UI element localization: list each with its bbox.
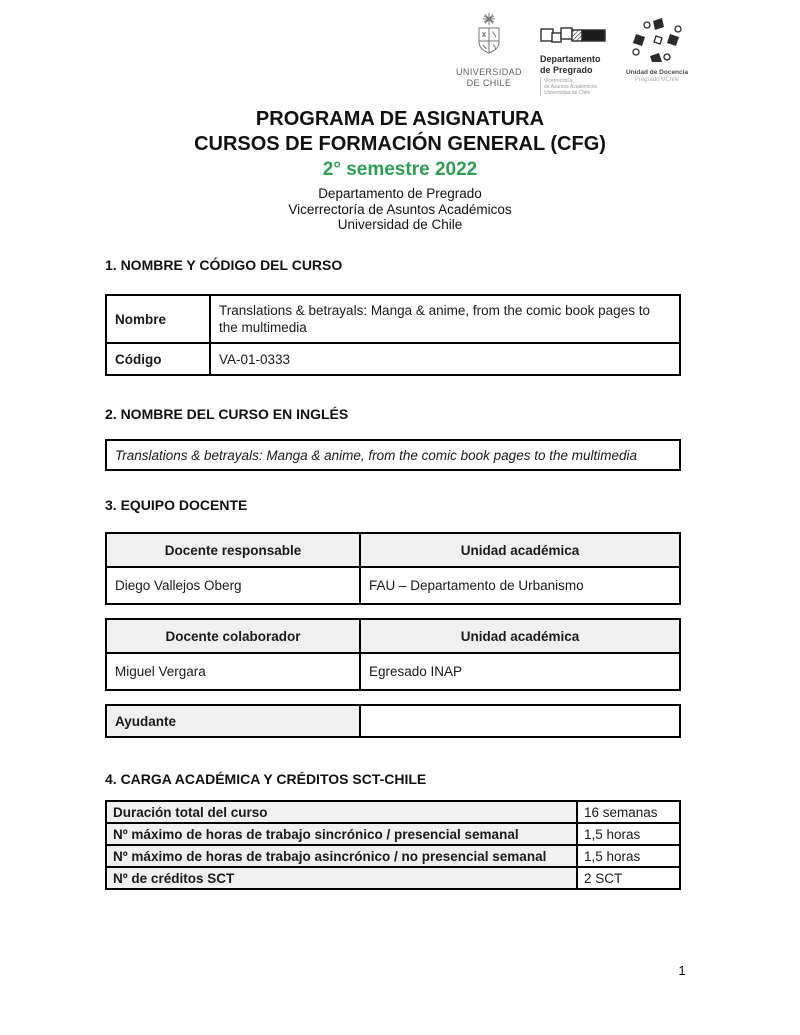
horas-sincronico-value-cell: 1,5 horas bbox=[577, 823, 680, 845]
responsable-unit-cell: FAU – Departamento de Urbanismo bbox=[360, 567, 680, 604]
duracion-label-cell: Duración total del curso bbox=[106, 801, 577, 823]
document-title-line1: PROGRAMA DE ASIGNATURA bbox=[255, 108, 545, 130]
section-3-heading: 3. EQUIPO DOCENTE bbox=[105, 497, 248, 513]
ayudante-label-cell: Ayudante bbox=[106, 705, 360, 737]
duracion-value-cell: 16 semanas bbox=[577, 801, 680, 823]
uchile-crest-icon bbox=[467, 12, 511, 67]
horas-sincronico-label-cell: Nº máximo de horas de trabajo sincrónico / presencial semanal bbox=[106, 823, 577, 845]
table-header-row bbox=[106, 619, 680, 653]
pregrado-sub-line3: Universidad de Chile bbox=[544, 90, 591, 96]
logo-universidad-de-chile bbox=[456, 12, 522, 89]
table-row bbox=[106, 801, 680, 823]
uchile-logo-text-line1: UNIVERSIDAD bbox=[456, 67, 522, 77]
codigo-label-cell: Código bbox=[106, 343, 210, 375]
header-logos bbox=[456, 12, 692, 96]
docencia-logo-line2: Pregrado UChile bbox=[634, 77, 680, 83]
english-name-cell: Translations & betrayals: Manga & anime, from the comic book pages to the multimedia bbox=[106, 440, 680, 470]
table-row bbox=[106, 867, 680, 889]
codigo-value-cell: VA-01-0333 bbox=[210, 343, 680, 375]
table-row bbox=[106, 823, 680, 845]
pregrado-squares-icon bbox=[540, 26, 606, 51]
ayudante-table bbox=[105, 704, 681, 738]
carga-academica-table bbox=[105, 800, 681, 890]
pregrado-title-line2: de Pregrado bbox=[540, 64, 593, 75]
horas-asincronico-label-cell: Nº máximo de horas de trabajo asincrónico / no presencial semanal bbox=[106, 845, 577, 867]
title-sub-line3: Universidad de Chile bbox=[337, 217, 463, 232]
responsable-header-cell: Docente responsable bbox=[106, 533, 360, 567]
unidad-header-cell: Unidad académica bbox=[360, 533, 680, 567]
title-sub-line1: Departamento de Pregrado bbox=[318, 186, 482, 201]
page-number: 1 bbox=[678, 963, 686, 978]
title-subtext bbox=[0, 186, 800, 233]
docente-colaborador-table bbox=[105, 618, 681, 691]
pregrado-logo-title bbox=[540, 54, 601, 75]
table-row bbox=[106, 295, 680, 343]
pregrado-title-line1: Departamento bbox=[540, 54, 601, 64]
docente-responsable-table bbox=[105, 532, 681, 605]
pregrado-sub-line2: de Asuntos Académicos bbox=[544, 84, 598, 90]
ayudante-value-cell bbox=[360, 705, 680, 737]
course-name-code-table bbox=[105, 294, 681, 376]
docencia-pinwheel-icon bbox=[629, 18, 685, 67]
creditos-label-cell: Nº de créditos SCT bbox=[106, 867, 577, 889]
pregrado-logo-subtext bbox=[540, 78, 597, 96]
section-1-heading: 1. NOMBRE Y CÓDIGO DEL CURSO bbox=[105, 257, 343, 273]
table-row bbox=[106, 440, 680, 470]
logo-unidad-docencia bbox=[622, 12, 692, 84]
table-row bbox=[106, 343, 680, 375]
colaborador-name-cell: Miguel Vergara bbox=[106, 653, 360, 690]
unidad-header-cell: Unidad académica bbox=[360, 619, 680, 653]
horas-asincronico-value-cell: 1,5 horas bbox=[577, 845, 680, 867]
document-title-line2: CURSOS DE FORMACIÓN GENERAL (CFG) bbox=[194, 133, 606, 155]
table-row bbox=[106, 705, 680, 737]
table-row bbox=[106, 653, 680, 690]
uchile-logo-text-line2: DE CHILE bbox=[466, 78, 512, 88]
colaborador-unit-cell: Egresado INAP bbox=[360, 653, 680, 690]
logo-departamento-pregrado bbox=[540, 12, 608, 96]
nombre-value-cell: Translations & betrayals: Manga & anime, from the comic book pages to the multimedia bbox=[210, 295, 680, 343]
responsable-name-cell: Diego Vallejos Oberg bbox=[106, 567, 360, 604]
section-4-heading: 4. CARGA ACADÉMICA Y CRÉDITOS SCT-CHILE bbox=[105, 771, 427, 787]
document-body bbox=[105, 257, 681, 890]
pregrado-sub-line1: Vicerrectoría bbox=[544, 78, 573, 84]
table-row bbox=[106, 845, 680, 867]
colaborador-header-cell: Docente colaborador bbox=[106, 619, 360, 653]
nombre-label-cell: Nombre bbox=[106, 295, 210, 343]
table-header-row bbox=[106, 533, 680, 567]
table-row bbox=[106, 567, 680, 604]
title-sub-line2: Vicerrectoría de Asuntos Académicos bbox=[288, 201, 512, 217]
english-name-table bbox=[105, 439, 681, 471]
section-2-heading: 2. NOMBRE DEL CURSO EN INGLÉS bbox=[105, 406, 349, 422]
creditos-value-cell: 2 SCT bbox=[577, 867, 680, 889]
semester-line: 2° semestre 2022 bbox=[322, 159, 478, 180]
title-block bbox=[0, 107, 800, 233]
docencia-logo-line1: Unidad de Docencia bbox=[625, 69, 689, 76]
